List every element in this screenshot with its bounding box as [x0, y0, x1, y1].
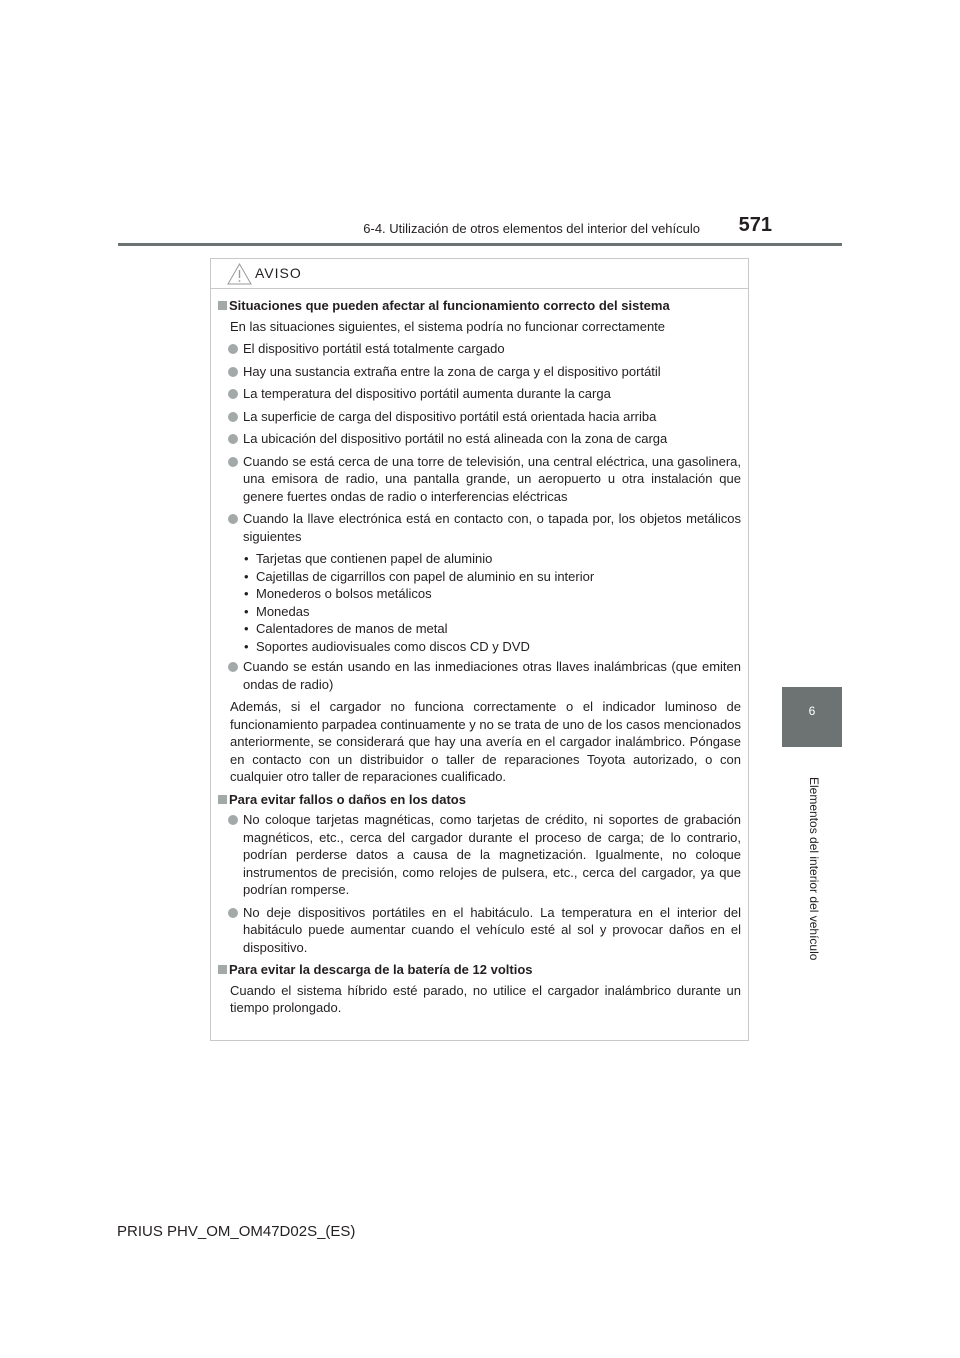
warning-header — [211, 259, 748, 289]
square-bullet-icon — [218, 965, 227, 974]
list-item: La superficie de carga del dispositivo portátil está orientada hacia arriba — [211, 408, 741, 426]
list-item: La temperatura del dispositivo portátil aumenta durante la carga — [211, 385, 741, 403]
circle-bullet-icon — [228, 514, 238, 524]
list-item: No deje dispositivos portátiles en el habitáculo. La temperatura en el interior del habitáculo puede aumentar cuando el vehículo esté al sol y provocar daños en el dispositivo. — [211, 904, 741, 957]
circle-bullet-icon — [228, 412, 238, 422]
warning-box — [210, 258, 749, 1041]
list-item: No coloque tarjetas magnéticas, como tarjetas de crédito, ni soportes de grabación magnéticos, etc., cerca del cargador durante el proceso de carga; de lo contrario, podrían perderse datos a causa de la magnetización. Igualmente, no coloque instrumentos de precisión, como relojes de pulsera, etc., cerca del cargador, ya que podrían romperse. — [211, 811, 741, 899]
warning-triangle-icon — [227, 263, 252, 285]
section-intro: En las situaciones siguientes, el sistema podría no funcionar correctamente — [230, 318, 666, 334]
sub-list-item: • Calentadores de manos de metal — [244, 621, 448, 636]
square-bullet-icon — [218, 795, 227, 804]
list-item: Hay una sustancia extraña entre la zona de carga y el dispositivo portátil — [211, 363, 741, 381]
sub-list-item: • Tarjetas que contienen papel de aluminio — [244, 551, 493, 566]
list-item: Cuando la llave electrónica está en contacto con, o tapada por, los objetos metálicos siguientes — [211, 510, 741, 545]
circle-bullet-icon — [228, 662, 238, 672]
header-rule — [118, 243, 842, 246]
running-header-section: 6-4. Utilización de otros elementos del interior del vehículo — [363, 221, 700, 236]
circle-bullet-icon — [228, 344, 238, 354]
list-item: Cuando se están usando en las inmediaciones otras llaves inalámbricas (que emiten ondas de radio) — [211, 658, 741, 693]
sub-list — [211, 550, 748, 655]
circle-bullet-icon — [228, 367, 238, 377]
list-item: Cuando se está cerca de una torre de televisión, una central eléctrica, una gasolinera, una emisora de radio, una pantalla grande, un aeropuerto u otra instalación que genere fuertes ondas de radio o interferencias eléctricas — [211, 453, 741, 506]
sub-list-item: • Cajetillas de cigarrillos con papel de aluminio en su interior — [244, 568, 595, 584]
chapter-tab — [782, 687, 842, 747]
document-id: PRIUS PHV_OM_OM47D02S_(ES) — [117, 1223, 356, 1240]
warning-title: AVISO — [255, 265, 302, 281]
circle-bullet-icon — [228, 457, 238, 467]
page-number: 571 — [738, 214, 772, 236]
circle-bullet-icon — [228, 434, 238, 444]
section-heading: Para evitar la descarga de la batería de 12 voltios — [211, 961, 748, 979]
list-item: El dispositivo portátil está totalmente cargado — [211, 340, 741, 358]
square-bullet-icon — [218, 301, 227, 310]
section-heading: Situaciones que pueden afectar al funcionamiento correcto del sistema — [211, 297, 748, 315]
circle-bullet-icon — [228, 389, 238, 399]
circle-bullet-icon — [228, 908, 238, 918]
list-item: La ubicación del dispositivo portátil no está alineada con la zona de carga — [211, 430, 741, 448]
chapter-label: Elementos del interior del vehículo — [807, 777, 821, 961]
circle-bullet-icon — [228, 815, 238, 825]
section-heading: Para evitar fallos o daños en los datos — [211, 791, 748, 809]
chapter-number: 6 — [808, 704, 816, 718]
sub-list-item: • Soportes audiovisuales como discos CD y DVD — [244, 638, 530, 654]
warning-body — [211, 297, 748, 1022]
sub-list-item: • Monederos o bolsos metálicos — [244, 586, 432, 601]
section-intro: Cuando el sistema híbrido esté parado, no utilice el cargador inalámbrico durante un tiempo prolongado. — [230, 982, 741, 1015]
section-closing: Además, si el cargador no funciona correctamente o el indicador luminoso de funcionamiento parpadea continuamente y no se trata de uno de los casos mencionados anteriormente, se considerará que hay una avería en el cargador inalámbrico. Póngase en contacto con un distribuidor o taller de reparaciones Toyota autorizado, o con cualquier otro taller de reparaciones cualificado. — [230, 699, 741, 784]
sub-list-item: • Monedas — [244, 603, 310, 619]
